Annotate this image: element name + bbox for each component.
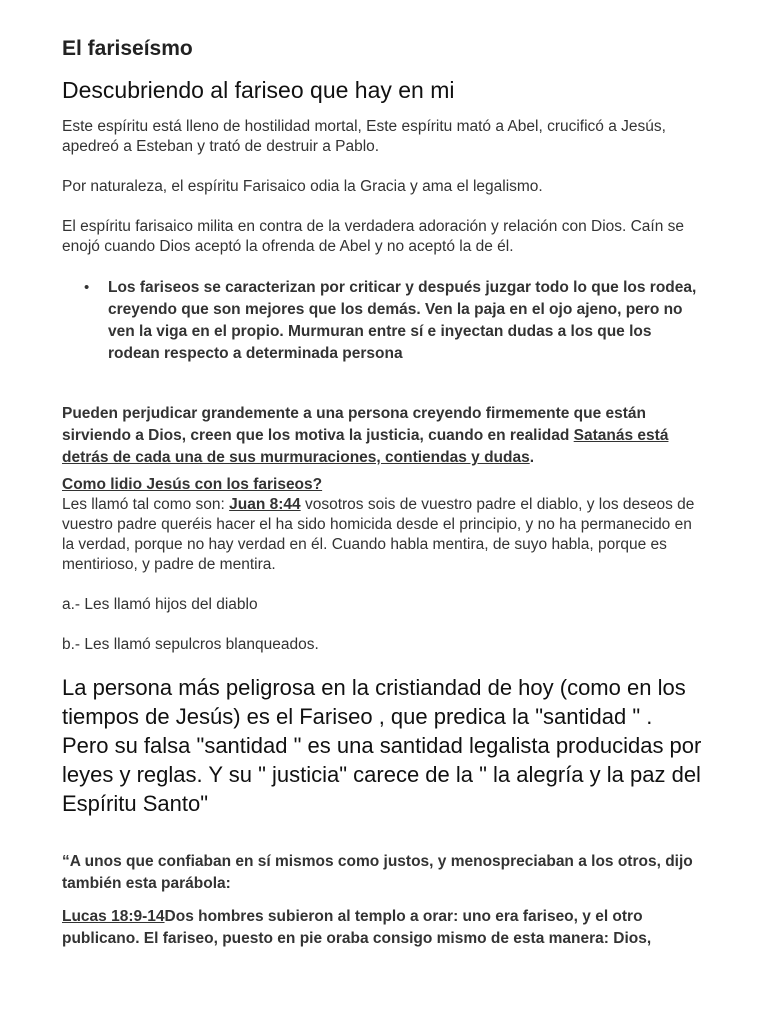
document-subtitle: Descubriendo al fariseo que hay en mi (62, 77, 455, 103)
paragraph-harm-end: . (529, 449, 535, 466)
document-page (62, 36, 702, 950)
document-title: El fariseísmo (62, 37, 193, 60)
scripture-ref-juan: Juan 8:44 (229, 496, 301, 513)
list-item-a: a.- Les llamó hijos del diablo (62, 596, 258, 613)
list-item-b: b.- Les llamó sepulcros blanqueados. (62, 636, 319, 653)
last-paragraph-text: Dos hombres subieron al templo a orar: uno era fariseo, y el otro publicano. El fariseo, puesto en pie oraba consigo mismo de esta manera: Dios, (62, 908, 652, 947)
bullet-list-item (62, 277, 702, 365)
section-intro: Les llamó tal como son: (62, 496, 230, 513)
paragraph-harm-text: Pueden perjudicar grandemente a una persona creyendo firmemente que están sirviendo a Dios, creen que los motiva la justicia, cuando en realidad (62, 405, 647, 444)
paragraph-harm-underlined: Satanás está detrás de cada una de sus murmuraciones, contiendas y dudas (62, 427, 669, 466)
bullet-text: Los fariseos se caracterizan por criticar y después juzgar todo lo que los rodea, creyendo que son mejores que los demás. Ven la paja en el ojo ajeno, pero no ven la viga en el propio. Murmuran entre sí e inyectan dudas a los que los rodean respecto a determinada persona (108, 279, 697, 362)
section-heading: Como lidio Jesús con los fariseos? (62, 476, 323, 493)
quote-paragraph: “A unos que confiaban en sí mismos como justos, y menospreciaban a los otros, dijo también esta parábola: (62, 853, 693, 892)
scripture-ref-lucas: Lucas 18:9-14 (62, 908, 165, 925)
paragraph-nature: Por naturaleza, el espíritu Farisaico odia la Gracia y ama el legalismo. (62, 178, 543, 195)
section-paragraph (62, 495, 702, 575)
highlight-paragraph: La persona más peligrosa en la cristiandad de hoy (como en los tiempos de Jesús) es el Fariseo , que predica la "santidad " . Pero su falsa "santidad " es una santidad legalista producidas por leyes y reglas. Y su " justicia" carece de la " la alegría y la paz del Espíritu Santo" (62, 675, 702, 816)
paragraph-worship: El espíritu farisaico milita en contra de la verdadera adoración y relación con Dios. Caín se enojó cuando Dios aceptó la ofrenda de Abel y no aceptó la de él. (62, 218, 685, 255)
paragraph-hostility: Este espíritu está lleno de hostilidad mortal, Este espíritu mató a Abel, crucificó a Jesús, apedreó a Esteban y trató de destruir a Pablo. (62, 118, 666, 155)
paragraph-harm (62, 403, 702, 469)
bullet-dot-icon: • (84, 279, 90, 296)
last-paragraph (62, 906, 702, 950)
section-text: vosotros sois de vuestro padre el diablo, y los deseos de vuestro padre queréis hacer el ha sido homicida desde el principio, y no ha permanecido en la verdad, porque no hay verdad en él. Cuando habla mentira, de suyo habla, porque es mentirioso, y padre de mentira. (62, 496, 695, 573)
